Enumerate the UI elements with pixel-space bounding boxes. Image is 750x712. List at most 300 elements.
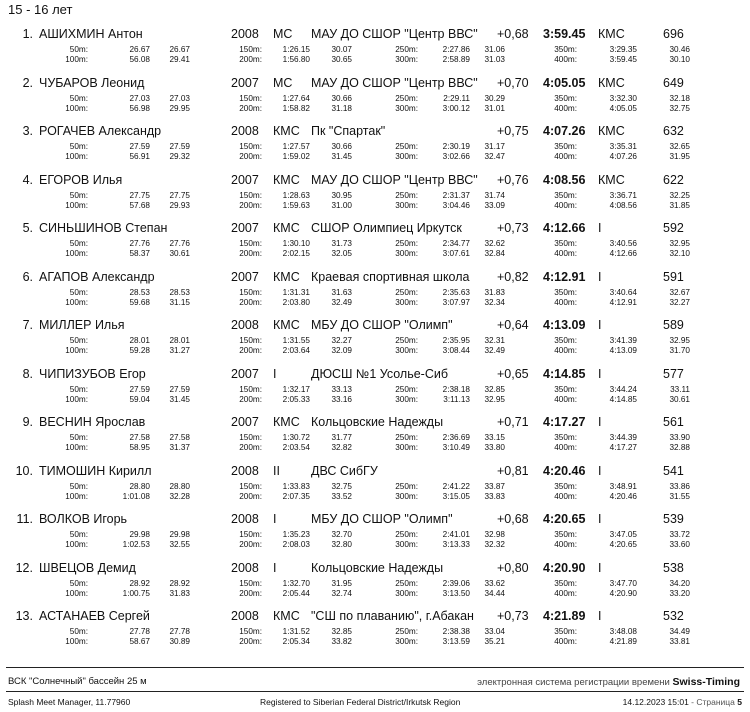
place: 1. [22, 27, 33, 41]
split-cumulative-time: 28.80 [129, 481, 150, 491]
split-cumulative-time: 1:31.31 [282, 287, 310, 297]
split-lap-time: 31.95 [669, 152, 690, 161]
split-distance-label: 200m: [239, 297, 262, 307]
split-distance-label: 300m: [395, 540, 418, 549]
result-entry [0, 606, 750, 654]
split-distance-label: 250m: [395, 336, 418, 345]
final-time: 3:59.45 [543, 27, 586, 41]
split-distance-label: 200m: [239, 103, 262, 113]
split-distance-label: 150m: [239, 336, 262, 345]
split-cumulative-time: 3:07.61 [442, 249, 470, 258]
split-cumulative-time: 2:03.80 [282, 297, 310, 307]
split-distance-label: 300m: [395, 103, 418, 113]
split-lap-time: 30.66 [331, 93, 352, 103]
split-lap-time: 29.41 [169, 55, 190, 64]
split-distance-label: 300m: [395, 152, 418, 161]
split-lap-time: 32.75 [331, 481, 352, 491]
split-cumulative-time: 56.08 [129, 55, 150, 64]
split-distance-label: 150m: [239, 384, 262, 394]
split-distance-label: 250m: [395, 578, 418, 588]
page-number: 5 [737, 697, 742, 707]
split-distance-label: 350m: [554, 45, 577, 54]
split-cumulative-time: 1:33.83 [282, 481, 310, 491]
split-cumulative-time: 27.78 [129, 627, 150, 636]
final-time: 4:12.66 [543, 221, 586, 235]
split-lap-time: 31.83 [169, 588, 190, 598]
place: 2. [22, 75, 33, 90]
birth-year: 2007 [231, 415, 259, 429]
split-cumulative-time: 27.59 [129, 142, 150, 151]
points: 696 [663, 27, 684, 41]
split-cumulative-time: 2:27.86 [442, 45, 470, 54]
split-lap-time: 32.18 [669, 93, 690, 103]
athlete-name: ШВЕЦОВ Демид [39, 560, 136, 575]
split-cumulative-time: 2:05.33 [282, 394, 310, 404]
split-lap-time: 32.09 [331, 346, 352, 355]
split-cumulative-time: 26.67 [129, 45, 150, 54]
split-distance-label: 350m: [554, 627, 577, 636]
split-cumulative-time: 3:08.44 [442, 346, 470, 355]
split-cumulative-time: 1:26.15 [282, 45, 310, 54]
split-distance-label: 50m: [69, 530, 88, 539]
split-lap-time: 33.11 [670, 384, 690, 394]
split-lap-time: 32.95 [669, 336, 690, 345]
split-distance-label: 50m: [69, 239, 88, 248]
split-distance-label: 350m: [554, 336, 577, 345]
athlete-name: ЧИПИЗУБОВ Егор [39, 366, 146, 381]
split-cumulative-time: 2:07.35 [282, 491, 310, 501]
split-lap-time: 33.90 [669, 433, 690, 442]
split-lap-time: 32.85 [484, 384, 505, 394]
timing-label: электронная система регистрации времени [477, 677, 670, 688]
place: 4. [22, 172, 33, 187]
split-lap-time: 33.04 [484, 627, 505, 636]
split-distance-label: 300m: [395, 491, 418, 501]
split-cumulative-time: 3:59.45 [609, 55, 637, 64]
split-lap-time: 31.01 [484, 103, 505, 113]
split-distance-label: 400m: [554, 152, 577, 161]
final-time: 4:17.27 [543, 415, 586, 429]
final-time: 4:21.89 [543, 609, 586, 623]
split-distance-label: 150m: [239, 578, 262, 588]
place: 10. [15, 463, 33, 478]
split-lap-time: 32.82 [331, 443, 352, 452]
split-lap-time: 31.45 [331, 152, 352, 161]
split-cumulative-time: 3:04.46 [442, 200, 470, 210]
split-distance-label: 50m: [69, 287, 88, 297]
split-lap-time: 32.55 [169, 540, 190, 549]
birth-year: 2008 [231, 27, 259, 41]
split-lap-time: 33.60 [669, 540, 690, 549]
place: 12. [15, 560, 33, 575]
split-cumulative-time: 2:34.77 [442, 239, 470, 248]
split-lap-time: 32.28 [169, 491, 190, 501]
split-lap-time: 32.10 [669, 249, 690, 258]
split-cumulative-time: 2:05.44 [282, 588, 310, 598]
split-lap-time: 30.29 [484, 93, 505, 103]
points: 632 [663, 124, 684, 138]
achieved-rank: I [598, 512, 602, 526]
split-cumulative-time: 2:03.64 [282, 346, 310, 355]
split-cumulative-time: 1:00.75 [122, 588, 150, 598]
athlete-rank: МС [273, 27, 293, 41]
split-cumulative-time: 2:38.38 [442, 627, 470, 636]
split-cumulative-time: 28.01 [129, 336, 150, 345]
split-cumulative-time: 3:48.08 [609, 627, 637, 636]
reaction-time: +0,70 [497, 75, 529, 90]
split-cumulative-time: 2:31.37 [442, 190, 470, 200]
athlete-name: АШИХМИН Антон [39, 27, 143, 41]
split-lap-time: 30.10 [669, 55, 690, 64]
athlete-name: ЕГОРОВ Илья [39, 172, 123, 187]
split-distance-label: 200m: [239, 637, 262, 646]
split-cumulative-time: 3:35.31 [609, 142, 637, 151]
birth-year: 2007 [231, 269, 259, 284]
split-cumulative-time: 1:02.53 [122, 540, 150, 549]
split-lap-time: 33.72 [669, 530, 690, 539]
split-distance-label: 200m: [239, 394, 262, 404]
split-lap-time: 30.89 [169, 637, 190, 646]
split-distance-label: 400m: [554, 540, 577, 549]
split-cumulative-time: 1:01.08 [122, 491, 150, 501]
split-cumulative-time: 2:38.18 [442, 384, 470, 394]
reaction-time: +0,82 [497, 269, 529, 284]
split-lap-time: 30.46 [669, 45, 690, 54]
split-distance-label: 250m: [395, 530, 418, 539]
split-cumulative-time: 3:48.91 [609, 481, 637, 491]
timing-credit [477, 676, 740, 688]
birth-year: 2008 [231, 609, 259, 623]
split-lap-time: 29.95 [169, 103, 190, 113]
split-lap-time: 32.95 [669, 239, 690, 248]
athlete-rank: II [273, 463, 280, 478]
split-cumulative-time: 29.98 [129, 530, 150, 539]
final-time: 4:14.85 [543, 366, 586, 381]
split-lap-time: 29.93 [169, 200, 190, 210]
split-lap-time: 32.34 [484, 297, 505, 307]
split-cumulative-time: 3:47.70 [609, 578, 637, 588]
split-cumulative-time: 27.75 [129, 190, 150, 200]
split-cumulative-time: 58.95 [129, 443, 150, 452]
birth-year: 2008 [231, 318, 259, 332]
reaction-time: +0,73 [497, 609, 529, 623]
split-cumulative-time: 4:21.89 [609, 637, 637, 646]
split-cumulative-time: 3:44.39 [609, 433, 637, 442]
split-distance-label: 250m: [395, 287, 418, 297]
final-time: 4:20.90 [543, 560, 586, 575]
split-cumulative-time: 1:56.80 [282, 55, 310, 64]
split-cumulative-time: 56.98 [129, 103, 150, 113]
club-name: Кольцовские Надежды [311, 415, 444, 429]
split-distance-label: 350m: [554, 384, 577, 394]
split-distance-label: 100m: [65, 540, 88, 549]
split-cumulative-time: 1:58.82 [282, 103, 310, 113]
athlete-rank: КМС [273, 124, 300, 138]
split-lap-time: 27.76 [169, 239, 190, 248]
page-label: - Страница [688, 697, 738, 707]
split-cumulative-time: 3:13.59 [442, 637, 470, 646]
split-lap-time: 32.49 [484, 346, 505, 355]
split-cumulative-time: 59.68 [129, 297, 150, 307]
split-lap-time: 28.80 [169, 481, 190, 491]
split-distance-label: 150m: [239, 190, 262, 200]
print-datetime: 14.12.2023 15:01 [622, 697, 689, 707]
split-distance-label: 250m: [395, 45, 418, 54]
split-lap-time: 30.61 [169, 249, 190, 258]
split-distance-label: 100m: [65, 346, 88, 355]
split-lap-time: 31.77 [331, 433, 352, 442]
split-distance-label: 350m: [554, 481, 577, 491]
split-lap-time: 32.65 [669, 142, 690, 151]
split-distance-label: 350m: [554, 142, 577, 151]
split-lap-time: 30.95 [331, 190, 352, 200]
page-title: 15 - 16 лет [8, 2, 73, 17]
split-lap-time: 33.83 [484, 491, 505, 501]
athlete-rank: I [273, 366, 277, 381]
athlete-rank: КМС [273, 415, 300, 429]
split-cumulative-time: 2:41.01 [442, 530, 470, 539]
split-distance-label: 50m: [69, 578, 88, 588]
place: 3. [22, 124, 33, 138]
split-lap-time: 27.58 [169, 433, 190, 442]
split-distance-label: 400m: [554, 103, 577, 113]
split-distance-label: 300m: [395, 200, 418, 210]
place: 7. [22, 318, 33, 332]
split-lap-time: 29.32 [169, 152, 190, 161]
split-lap-time: 31.95 [331, 578, 352, 588]
split-lap-time: 32.05 [331, 249, 352, 258]
split-distance-label: 150m: [239, 142, 262, 151]
split-distance-label: 400m: [554, 297, 577, 307]
athlete-rank: I [273, 512, 277, 526]
split-distance-label: 300m: [395, 443, 418, 452]
athlete-name: ВОЛКОВ Игорь [39, 512, 128, 526]
achieved-rank: I [598, 221, 602, 235]
split-distance-label: 300m: [395, 55, 418, 64]
reaction-time: +0,80 [497, 560, 529, 575]
final-time: 4:20.65 [543, 512, 586, 526]
club-name: МАУ ДО СШОР "Центр ВВС" [311, 75, 478, 90]
split-lap-time: 31.73 [331, 239, 352, 248]
split-distance-label: 150m: [239, 45, 262, 54]
split-cumulative-time: 4:17.27 [609, 443, 637, 452]
split-distance-label: 400m: [554, 55, 577, 64]
reaction-time: +0,68 [497, 512, 529, 526]
points: 589 [663, 318, 684, 332]
split-cumulative-time: 2:29.11 [443, 93, 470, 103]
athlete-name: МИЛЛЕР Илья [39, 318, 125, 332]
split-lap-time: 34.44 [484, 588, 505, 598]
split-distance-label: 350m: [554, 578, 577, 588]
split-distance-label: 250m: [395, 142, 418, 151]
split-cumulative-time: 1:59.02 [282, 152, 310, 161]
place: 8. [22, 366, 33, 381]
club-name: СШОР Олимпиец Иркутск [311, 221, 462, 235]
result-entry [0, 558, 750, 606]
split-distance-label: 300m: [395, 394, 418, 404]
split-distance-label: 100m: [65, 297, 88, 307]
split-distance-label: 200m: [239, 200, 262, 210]
split-cumulative-time: 2:41.22 [442, 481, 470, 491]
split-cumulative-time: 3:15.05 [442, 491, 470, 501]
split-lap-time: 32.80 [331, 540, 352, 549]
athlete-name: АСТАНАЕВ Сергей [39, 609, 150, 623]
split-cumulative-time: 3:00.12 [442, 103, 470, 113]
split-cumulative-time: 1:27.64 [282, 93, 310, 103]
athlete-name: ЧУБАРОВ Леонид [39, 75, 145, 90]
place: 6. [22, 269, 33, 284]
achieved-rank: КМС [598, 27, 625, 41]
split-distance-label: 200m: [239, 346, 262, 355]
split-cumulative-time: 3:36.71 [609, 190, 637, 200]
split-cumulative-time: 1:59.63 [282, 200, 310, 210]
split-distance-label: 200m: [239, 443, 262, 452]
final-time: 4:20.46 [543, 463, 586, 478]
club-name: МБУ ДО СШОР "Олимп" [311, 318, 453, 332]
achieved-rank: I [598, 269, 602, 284]
result-entry [0, 412, 750, 460]
split-cumulative-time: 2:03.54 [282, 443, 310, 452]
split-cumulative-time: 3:47.05 [609, 530, 637, 539]
split-cumulative-time: 3:44.24 [609, 384, 637, 394]
split-lap-time: 33.09 [484, 200, 505, 210]
split-distance-label: 350m: [554, 287, 577, 297]
split-lap-time: 27.59 [169, 384, 190, 394]
place: 13. [15, 609, 33, 623]
reaction-time: +0,81 [497, 463, 529, 478]
split-lap-time: 32.95 [484, 394, 505, 404]
split-lap-time: 33.81 [669, 637, 690, 646]
split-lap-time: 27.78 [169, 627, 190, 636]
reaction-time: +0,73 [497, 221, 529, 235]
achieved-rank: КМС [598, 124, 625, 138]
split-lap-time: 30.61 [669, 394, 690, 404]
split-cumulative-time: 4:20.46 [609, 491, 637, 501]
achieved-rank: I [598, 463, 602, 478]
athlete-name: СИНЬШИНОВ Степан [39, 221, 168, 235]
split-distance-label: 50m: [69, 481, 88, 491]
split-cumulative-time: 2:05.34 [282, 637, 310, 646]
split-distance-label: 400m: [554, 249, 577, 258]
split-lap-time: 31.55 [669, 491, 690, 501]
split-distance-label: 350m: [554, 530, 577, 539]
split-distance-label: 150m: [239, 93, 262, 103]
split-lap-time: 31.45 [169, 394, 190, 404]
split-lap-time: 34.20 [669, 578, 690, 588]
final-time: 4:12.91 [543, 269, 586, 284]
athlete-rank: КМС [273, 318, 300, 332]
birth-year: 2007 [231, 172, 259, 187]
split-lap-time: 28.53 [169, 287, 190, 297]
birth-year: 2008 [231, 124, 259, 138]
split-cumulative-time: 3:40.56 [609, 239, 637, 248]
split-cumulative-time: 3:41.39 [609, 336, 637, 345]
split-cumulative-time: 28.53 [129, 287, 150, 297]
split-cumulative-time: 4:05.05 [609, 103, 637, 113]
split-distance-label: 300m: [395, 588, 418, 598]
split-distance-label: 150m: [239, 627, 262, 636]
split-distance-label: 200m: [239, 540, 262, 549]
split-lap-time: 32.88 [669, 443, 690, 452]
split-distance-label: 250m: [395, 433, 418, 442]
final-time: 4:05.05 [543, 75, 586, 90]
split-lap-time: 27.03 [169, 93, 190, 103]
athlete-rank: МС [273, 75, 293, 90]
split-distance-label: 250m: [395, 239, 418, 248]
split-distance-label: 150m: [239, 481, 262, 491]
split-distance-label: 250m: [395, 384, 418, 394]
split-lap-time: 27.75 [169, 190, 190, 200]
split-lap-time: 31.70 [669, 346, 690, 355]
split-cumulative-time: 27.59 [129, 384, 150, 394]
achieved-rank: I [598, 560, 602, 575]
split-lap-time: 31.15 [169, 297, 190, 307]
split-distance-label: 150m: [239, 433, 262, 442]
split-cumulative-time: 4:20.90 [609, 588, 637, 598]
registration-label: Registered to Siberian Federal District/Irkutsk Region [260, 697, 461, 707]
achieved-rank: I [598, 366, 602, 381]
split-lap-time: 31.63 [331, 287, 352, 297]
athlete-name: РОГАЧЕВ Александр [39, 124, 162, 138]
club-name: МБУ ДО СШОР "Олимп" [311, 512, 453, 526]
split-cumulative-time: 3:07.97 [442, 297, 470, 307]
final-time: 4:08.56 [543, 172, 586, 187]
reaction-time: +0,64 [497, 318, 529, 332]
split-lap-time: 32.27 [669, 297, 690, 307]
final-time: 4:13.09 [543, 318, 586, 332]
split-distance-label: 50m: [69, 93, 88, 103]
split-distance-label: 100m: [65, 152, 88, 161]
timing-brand: Swiss-Timing [672, 676, 740, 688]
result-entry [0, 364, 750, 412]
split-distance-label: 100m: [65, 55, 88, 64]
split-distance-label: 200m: [239, 491, 262, 501]
place: 5. [22, 221, 33, 235]
club-name: МАУ ДО СШОР "Центр ВВС" [311, 27, 478, 41]
split-lap-time: 32.31 [484, 336, 505, 345]
split-lap-time: 28.01 [169, 336, 190, 345]
split-distance-label: 300m: [395, 297, 418, 307]
split-distance-label: 400m: [554, 637, 577, 646]
birth-year: 2008 [231, 560, 259, 575]
split-lap-time: 33.80 [484, 443, 505, 452]
split-lap-time: 31.00 [331, 200, 352, 210]
club-name: Пк "Спартак" [311, 124, 386, 138]
split-lap-time: 32.75 [669, 103, 690, 113]
print-info [623, 697, 742, 707]
split-cumulative-time: 58.67 [129, 637, 150, 646]
split-cumulative-time: 1:31.52 [282, 627, 310, 636]
reaction-time: +0,75 [497, 124, 529, 138]
split-lap-time: 33.87 [484, 481, 505, 491]
birth-year: 2007 [231, 75, 259, 90]
split-cumulative-time: 1:27.57 [282, 142, 310, 151]
points: 561 [663, 415, 684, 429]
split-distance-label: 150m: [239, 287, 262, 297]
result-entry [0, 24, 750, 72]
split-cumulative-time: 59.04 [129, 394, 150, 404]
split-distance-label: 50m: [69, 627, 88, 636]
split-cumulative-time: 2:30.19 [442, 142, 470, 151]
result-entry [0, 170, 750, 218]
split-lap-time: 32.27 [331, 336, 352, 345]
points: 538 [663, 560, 684, 575]
split-cumulative-time: 2:39.06 [442, 578, 470, 588]
club-name: ДЮСШ №1 Усолье-Сиб [311, 366, 449, 381]
split-lap-time: 33.62 [484, 578, 505, 588]
athlete-rank: КМС [273, 221, 300, 235]
points: 622 [663, 172, 684, 187]
